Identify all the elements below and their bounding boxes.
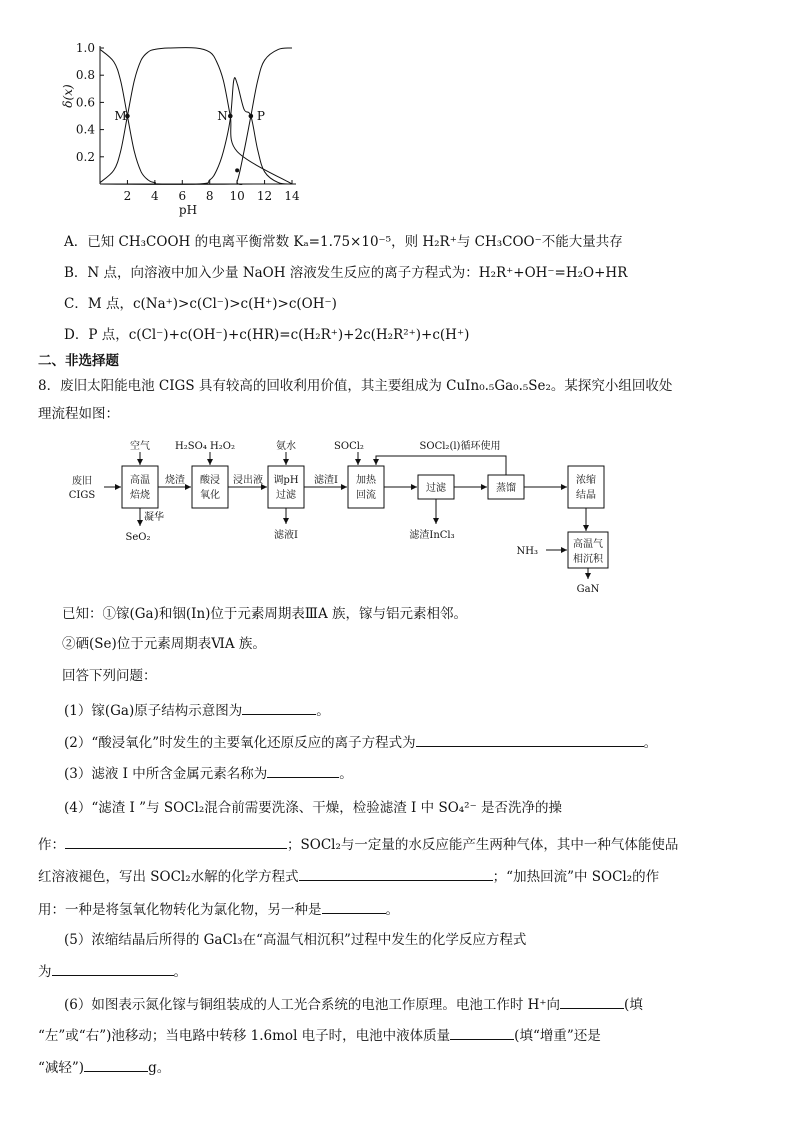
section-title: 二、非选择题 bbox=[38, 353, 119, 369]
box-adjust-ph-line2: 过滤 bbox=[276, 490, 296, 501]
output-sublimation-label: 凝华 bbox=[144, 512, 164, 523]
box-filter: 过滤 bbox=[426, 483, 446, 494]
box-cvd-line2: 相沉积 bbox=[573, 554, 603, 565]
flow-input-line1: 废旧 bbox=[72, 476, 92, 487]
q6-text: (6）如图表示氮化镓与铜组装成的人工光合系统的电池工作原理。电池工作时 H⁺向 bbox=[64, 997, 561, 1013]
q6-fill-hint: (填 bbox=[624, 997, 643, 1013]
q4-hydrolysis-text: ；SOCl₂与一定量的水反应能产生两种气体，其中一种气体能使品 bbox=[287, 837, 679, 853]
q1 bbox=[64, 700, 330, 721]
box-cvd-line1: 高温气 bbox=[573, 539, 603, 550]
series-line-3 bbox=[100, 78, 292, 185]
output-gan: GaN bbox=[576, 584, 600, 595]
x-tick-label: 6 bbox=[178, 189, 187, 203]
q3 bbox=[64, 763, 353, 784]
known-1: 已知：①镓(Ga)和铟(In)位于元素周期表ⅢA 族，镓与铝元素相邻。 bbox=[62, 606, 467, 622]
output-incl3: 滤渣InCl₃ bbox=[409, 530, 455, 541]
q6-weight-text: “减轻”) bbox=[38, 1060, 85, 1076]
q5-line1: (5）浓缩结晶后所得的 GaCl₃在“高温气相沉积”过程中发生的化学反应方程式 bbox=[64, 932, 527, 948]
q4-equation-text: 红溶液褪色，写出 SOCl₂水解的化学方程式 bbox=[38, 869, 299, 885]
distribution-chart bbox=[60, 38, 310, 220]
q4-blank-operation[interactable] bbox=[65, 834, 287, 849]
input-socl2: SOCl₂ bbox=[334, 441, 364, 452]
option-c: C．M 点，c(Na⁺)>c(Cl⁻)>c(H⁺)>c(OH⁻) bbox=[64, 296, 337, 312]
x-tick-label: 2 bbox=[123, 189, 132, 203]
arrow-label-cinder: 烧渣 bbox=[165, 475, 185, 486]
y-axis-label: δ(x) bbox=[61, 84, 75, 108]
point-label-m: M bbox=[114, 109, 127, 123]
q6-unit: g。 bbox=[148, 1060, 171, 1076]
input-nh3: NH₃ bbox=[516, 546, 538, 557]
box-roasting-line2: 焙烧 bbox=[130, 490, 150, 501]
y-tick-label: 0.8 bbox=[75, 68, 95, 83]
box-reflux-line1: 加热 bbox=[356, 475, 376, 486]
point-crossing bbox=[235, 168, 239, 172]
q4-op-label: 作： bbox=[38, 837, 65, 853]
input-ammonia: 氨水 bbox=[276, 441, 296, 452]
input-reagents: H₂SO₄ H₂O₂ bbox=[175, 441, 235, 452]
q4-role-continued: 用：一种是将氢氧化物转化为氯化物，另一种是 bbox=[38, 902, 322, 918]
arrow-label-leachate: 浸出液 bbox=[233, 475, 263, 486]
q2-blank[interactable] bbox=[416, 732, 644, 747]
point-label-p: P bbox=[256, 109, 265, 123]
q4-blank-equation[interactable] bbox=[299, 866, 493, 881]
q5-line2 bbox=[38, 961, 187, 982]
q5-prefix: 为 bbox=[38, 964, 52, 980]
q4-line3 bbox=[38, 866, 659, 887]
q6-line3 bbox=[38, 1057, 170, 1078]
recycle-label: SOCl₂(l)循环使用 bbox=[419, 441, 501, 452]
q4-blank-role[interactable] bbox=[322, 899, 386, 914]
point-n bbox=[228, 114, 233, 119]
y-tick-label: 0.2 bbox=[75, 149, 95, 164]
answer-prompt: 回答下列问题： bbox=[62, 668, 157, 684]
box-crystallize-line1: 浓缩 bbox=[576, 475, 596, 486]
box-acid-leach-line2: 氧化 bbox=[200, 490, 220, 501]
q6-mass-text: “左”或“右”)池移动；当电路中转移 1.6mol 电子时，电池中液体质量 bbox=[38, 1028, 451, 1044]
box-roasting-line1: 高温 bbox=[130, 475, 150, 486]
q6-line1 bbox=[64, 994, 643, 1015]
q6-blank-mass-change[interactable] bbox=[450, 1025, 514, 1040]
point-p bbox=[249, 114, 254, 119]
q2-text: (2）“酸浸氧化”时发生的主要氧化还原反应的离子方程式为 bbox=[64, 735, 416, 751]
q4-line2 bbox=[38, 834, 678, 855]
q6-blank-grams[interactable] bbox=[84, 1057, 148, 1072]
x-tick-label: 8 bbox=[205, 189, 214, 203]
box-distill: 蒸馏 bbox=[496, 483, 516, 494]
q1-end: 。 bbox=[316, 703, 330, 719]
option-a: A．已知 CH₃COOH 的电离平衡常数 Kₐ=1.75×10⁻⁵，则 H₂R⁺与 CH₃COO⁻不能大量共存 bbox=[64, 234, 623, 250]
box-crystallize-line2: 结晶 bbox=[576, 490, 596, 501]
q6-line2 bbox=[38, 1025, 601, 1046]
process-flow-diagram bbox=[60, 436, 620, 596]
box-adjust-ph-line1: 调pH bbox=[273, 475, 299, 486]
q2-end: 。 bbox=[643, 735, 658, 751]
y-tick-label: 1.0 bbox=[75, 41, 95, 55]
known-2: ②硒(Se)位于元素周期表ⅥA 族。 bbox=[62, 636, 266, 652]
y-tick-label: 0.4 bbox=[75, 122, 95, 137]
box-reflux-line2: 回流 bbox=[356, 490, 376, 501]
q5-blank[interactable] bbox=[52, 961, 174, 976]
q3-blank[interactable] bbox=[267, 763, 339, 778]
q3-text: (3）滤液 I 中所含金属元素名称为 bbox=[64, 766, 268, 782]
output-filtrate: 滤液I bbox=[274, 530, 298, 541]
q5-end: 。 bbox=[173, 964, 187, 980]
q4-line4 bbox=[38, 899, 399, 920]
q1-blank[interactable] bbox=[242, 700, 316, 715]
y-tick-label: 0.6 bbox=[75, 95, 95, 110]
output-seo2: SeO₂ bbox=[125, 532, 151, 543]
option-d: D．P 点，c(Cl⁻)+c(OH⁻)+c(HR)=c(H₂R⁺)+2c(H₂R²⁺)+c(H⁺) bbox=[64, 327, 470, 343]
q3-end: 。 bbox=[339, 766, 353, 782]
x-tick-label: 4 bbox=[151, 189, 159, 203]
arrow-label-residue: 滤渣I bbox=[314, 475, 338, 486]
point-label-n: N bbox=[217, 109, 228, 123]
x-axis-label: pH bbox=[178, 203, 198, 217]
flow-input-line2: CIGS bbox=[68, 490, 96, 501]
input-air: 空气 bbox=[130, 441, 150, 452]
q4-end: 。 bbox=[385, 902, 399, 918]
q4-role-text: ；“加热回流”中 SOCl₂的作 bbox=[492, 869, 660, 885]
q8-intro-line1: 8．废旧太阳能电池 CIGS 具有较高的回收利用价值，其主要组成为 CuIn₀.₅Ga₀.₅Se₂。某探究小组回收处 bbox=[38, 378, 673, 394]
q1-text: (1）镓(Ga)原子结构示意图为 bbox=[64, 703, 243, 719]
q6-blank-direction[interactable] bbox=[560, 994, 624, 1009]
q2 bbox=[64, 732, 657, 753]
q6-fill-hint-2: (填“增重”还是 bbox=[514, 1028, 601, 1044]
x-tick-label: 12 bbox=[256, 189, 273, 203]
q8-intro-line2: 理流程如图： bbox=[38, 406, 119, 422]
q4-line1: (4）“滤渣 I ”与 SOCl₂混合前需要洗涤、干燥，检验滤渣 I 中 SO₄²⁻ 是否洗净的操 bbox=[64, 800, 563, 816]
x-tick-label: 14 bbox=[284, 189, 300, 203]
box-acid-leach-line1: 酸浸 bbox=[200, 475, 220, 486]
option-b: B．N 点，向溶液中加入少量 NaOH 溶液发生反应的离子方程式为：H₂R⁺+OH⁻=H₂O+HR bbox=[64, 265, 628, 281]
x-tick-label: 10 bbox=[229, 189, 245, 203]
